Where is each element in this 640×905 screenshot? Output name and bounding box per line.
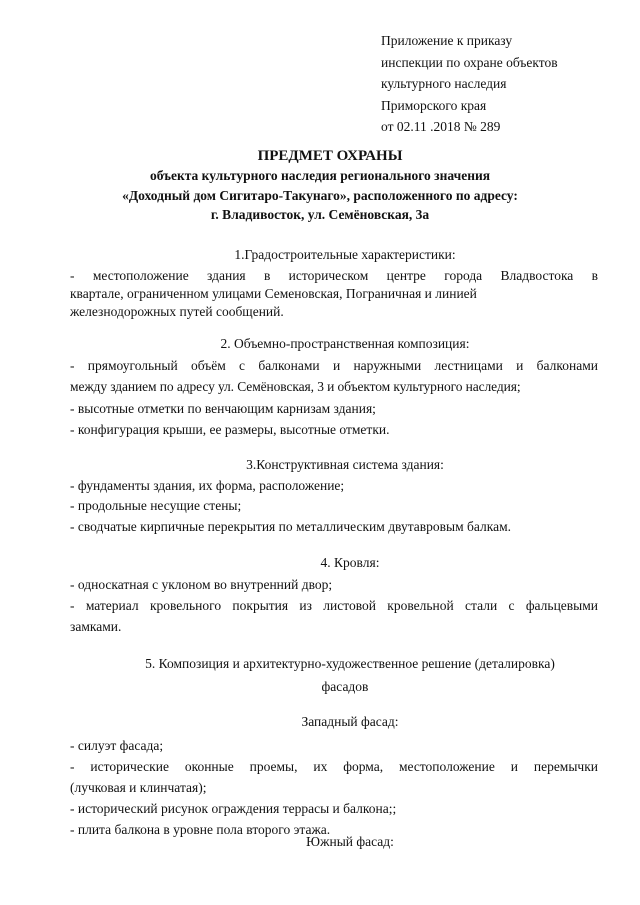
west-facade-line: - силуэт фасада; — [70, 738, 164, 753]
section-4-heading: 4. Кровля: — [320, 555, 380, 570]
section-2-heading: 2. Объемно-пространственная композиция: — [220, 336, 470, 351]
section-3-heading: 3.Конструктивная система здания: — [246, 457, 444, 472]
annex-block — [381, 30, 558, 138]
section-3-line: - фундаменты здания, их форма, расположение; — [70, 478, 345, 493]
section-2-line: - конфигурация крыши, ее размеры, высотные отметки. — [70, 422, 390, 437]
section-3-line: - продольные несущие стены; — [70, 498, 242, 513]
annex-line: культурного наследия — [381, 76, 507, 91]
page-title: ПРЕДМЕТ ОХРАНЫ — [257, 148, 403, 164]
west-facade-line: (лучковая и клинчатая); — [70, 780, 207, 795]
section-4-line: - односкатная с уклоном во внутренний двор; — [70, 577, 333, 592]
annex-line: инспекции по охране объектов — [381, 54, 558, 70]
section-1-heading: 1.Градостроительные характеристики: — [234, 247, 456, 262]
west-facade-line: - исторический рисунок ограждения террасы и балкона;; — [70, 801, 397, 816]
section-3-line: - сводчатые кирпичные перекрытия по металлическим двутавровым балкам. — [70, 519, 511, 534]
section-2-line: - высотные отметки по венчающим карнизам здания; — [70, 401, 376, 416]
annex-line: Приложение к приказу — [381, 33, 513, 48]
west-facade-heading: Западный фасад: — [301, 714, 399, 729]
section-1-line: железнодорожных путей сообщений. — [70, 304, 284, 319]
section-1-line: квартале, ограниченном улицами Семеновская, Пограничная и линией — [70, 286, 477, 301]
section-4-line: замками. — [70, 619, 122, 634]
west-facade-line: - плита балкона в уровне пола второго этажа. — [70, 822, 331, 837]
south-facade-heading: Южный фасад: — [306, 834, 394, 849]
west-facade-line: - исторические оконные проемы, их форма, местоположение и перемычки — [70, 759, 598, 774]
section-5-heading: фасадов — [321, 679, 369, 694]
section-1-line: - местоположение здания в историческом центре города Владвостока в — [70, 268, 598, 283]
section-5-heading: 5. Композиция и архитектурно-художественное решение (деталировка) — [145, 656, 555, 671]
title-line: «Доходный дом Сигитаро-Такунаго», расположенного по адресу: — [122, 187, 518, 203]
annex-line: Приморского края — [381, 97, 487, 113]
title-line: г. Владивосток, ул. Семёновская, 3а — [210, 207, 430, 222]
section-2-line: - прямоугольный объём с балконами и наружными лестницами и балконами — [70, 358, 598, 373]
document-title — [0, 146, 640, 225]
section-2-line: между зданием по адресу ул. Семёновская, 3 и объектом культурного наследия; — [70, 379, 521, 394]
title-line: объекта культурного наследия регионального значения — [149, 168, 491, 183]
annex-line: от 02.11 .2018 № 289 — [381, 119, 501, 134]
section-4-line: - материал кровельного покрытия из листовой кровельной стали с фальцевыми — [70, 598, 598, 613]
